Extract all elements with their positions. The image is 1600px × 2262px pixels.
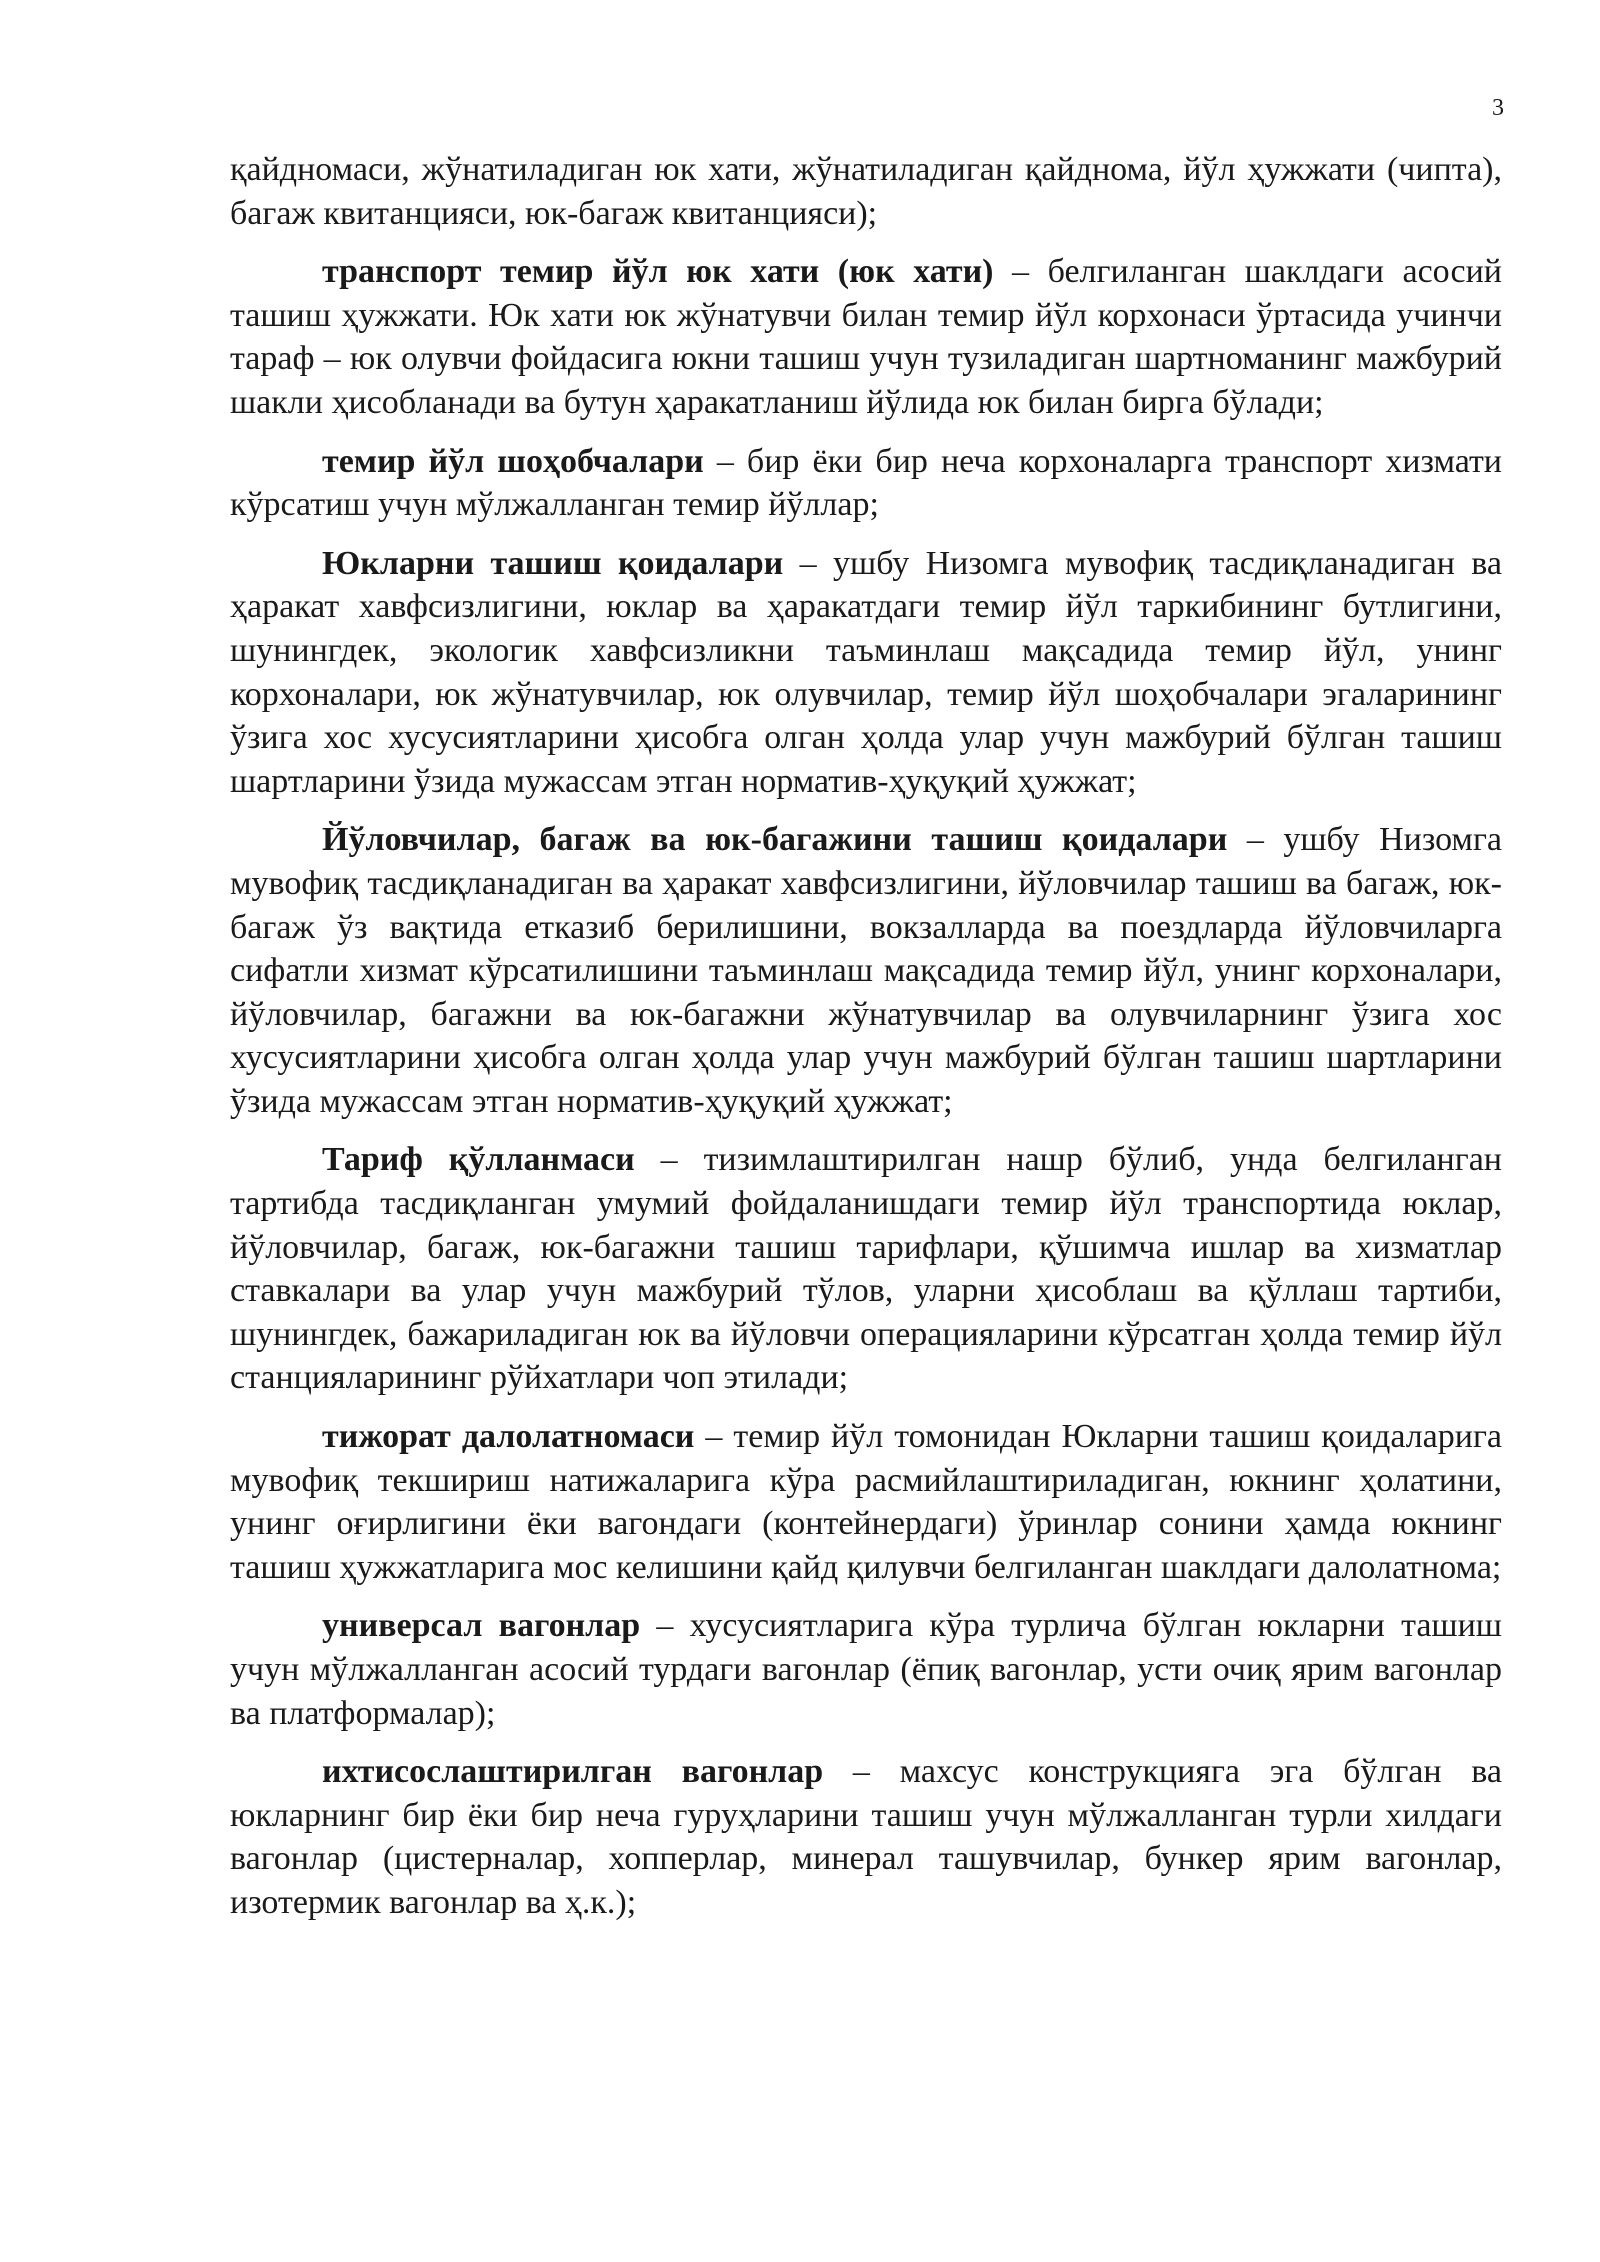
definition-paragraph xyxy=(230,250,1502,424)
definition-paragraph xyxy=(230,1604,1502,1735)
definition-paragraph xyxy=(230,1415,1502,1589)
definition-term: тижорат далолатномаси xyxy=(322,1418,695,1456)
definition-text: – ушбу Низомга мувофиқ тасдиқланадиган ва ҳаракат хавфсизлигини, йўловчилар ташиш ва багаж, юк-багаж ўз вақтида етказиб берилишини, вокзалларда ва поездларда йўловчиларга сифатли хизмат кўрсатилишини таъминлаш мақсадида темир йўл, унинг корхоналари, йўловчилар, багажни ва юк-багажни жўнатувчилар ва олувчиларнинг ўзига хос хусусиятларини ҳисобга олган ҳолда улар учун мажбурий бўлган ташиш шартларини ўзида мужассам этган норматив-ҳуқуқий ҳужжат; xyxy=(230,821,1502,1120)
definition-paragraph xyxy=(230,1750,1502,1924)
page-number: 3 xyxy=(1492,95,1504,121)
paragraph-continuation xyxy=(230,148,1502,235)
definition-paragraph xyxy=(230,818,1502,1123)
paragraph-text: қайдномаси, жўнатиладиган юк хати, жўнатиладиган қайднома, йўл ҳужжати (чипта), багаж квитанцияси, юк-багаж квитанцияси); xyxy=(230,151,1502,232)
definition-term: Йўловчилар, багаж ва юк-багажини ташиш қоидалари xyxy=(322,821,1228,859)
definition-term: ихтисослаштирилган вагонлар xyxy=(322,1753,824,1791)
definition-paragraph xyxy=(230,1138,1502,1400)
definition-term: темир йўл шоҳобчалари xyxy=(322,442,704,480)
definition-term: транспорт темир йўл юк хати (юк хати) xyxy=(322,253,994,291)
definition-term: Тариф қўлланмаси xyxy=(322,1141,635,1179)
definition-text: – ушбу Низомга мувофиқ тасдиқланадиган ва ҳаракат хавфсизлигини, юклар ва ҳаракатдаги темир йўл таркибининг бутлигини, шунингдек, экологик хавфсизликни таъминлаш мақсадида темир йўл, унинг корхоналари, юк жўнатувчилар, юк олувчилар, темир йўл шоҳобчалари эгаларининг ўзига хос хусусиятларини ҳисобга олган ҳолда улар учун мажбурий бўлган ташиш шартларини ўзида мужассам этган норматив-ҳуқуқий ҳужжат; xyxy=(230,544,1503,800)
document-body xyxy=(230,148,1502,1940)
definition-text: – тизимлаштирилган нашр бўлиб, унда белгиланган тартибда тасдиқланган умумий фойдаланишдаги темир йўл транспортида юклар, йўловчилар, багаж, юк-багажни ташиш тарифлари, қўшимча ишлар ва хизматлар ставкалари ва улар учун мажбурий тўлов, уларни ҳисоблаш ва қўллаш тартиби, шунингдек, бажариладиган юк ва йўловчи операцияларини кўрсатган ҳолда темир йўл станцияларининг рўйхатлари чоп этилади; xyxy=(230,1141,1502,1397)
definition-term: универсал вагонлар xyxy=(322,1607,641,1645)
definition-text: – темир йўл томонидан Юкларни ташиш қоидаларига мувофиқ текшириш натижаларига кўра расмийлаштириладиган, юкнинг ҳолатини, унинг оғирлигини ёки вагондаги (контейнердаги) ўринлар сонини ҳамда юкнинг ташиш ҳужжатларига мос келишини қайд қилувчи белгиланган шаклдаги далолатнома; xyxy=(230,1418,1502,1586)
definition-term: Юкларни ташиш қоидалари xyxy=(322,544,784,582)
definition-paragraph xyxy=(230,440,1502,527)
definition-text: – бир ёки бир неча корхоналарга транспорт хизмати кўрсатиш учун мўлжалланган темир йўллар; xyxy=(230,442,1502,524)
definition-text: – белгиланган шаклдаги асосий ташиш ҳужжати. Юк хати юк жўнатувчи билан темир йўл корхонаси ўртасида учинчи тараф – юк олувчи фойдасига юкни ташиш учун тузиладиган шартноманинг мажбурий шакли ҳисобланади ва бутун ҳаракатланиш йўлида юк билан бирга бўлади; xyxy=(230,253,1502,421)
definition-text: – махсус конструкцияга эга бўлган ва юкларнинг бир ёки бир неча гуруҳларини ташиш учун мўлжалланган турли хилдаги вагонлар (цистерналар, хопперлар, минерал ташувчилар, бункер ярим вагонлар, изотермик вагонлар ва ҳ.к.); xyxy=(230,1753,1502,1921)
definition-text: – хусусиятларига кўра турлича бўлган юкларни ташиш учун мўлжалланган асосий турдаги вагонлар (ёпиқ вагонлар, усти очиқ ярим вагонлар ва платформалар); xyxy=(230,1607,1502,1732)
definition-paragraph xyxy=(230,542,1502,804)
